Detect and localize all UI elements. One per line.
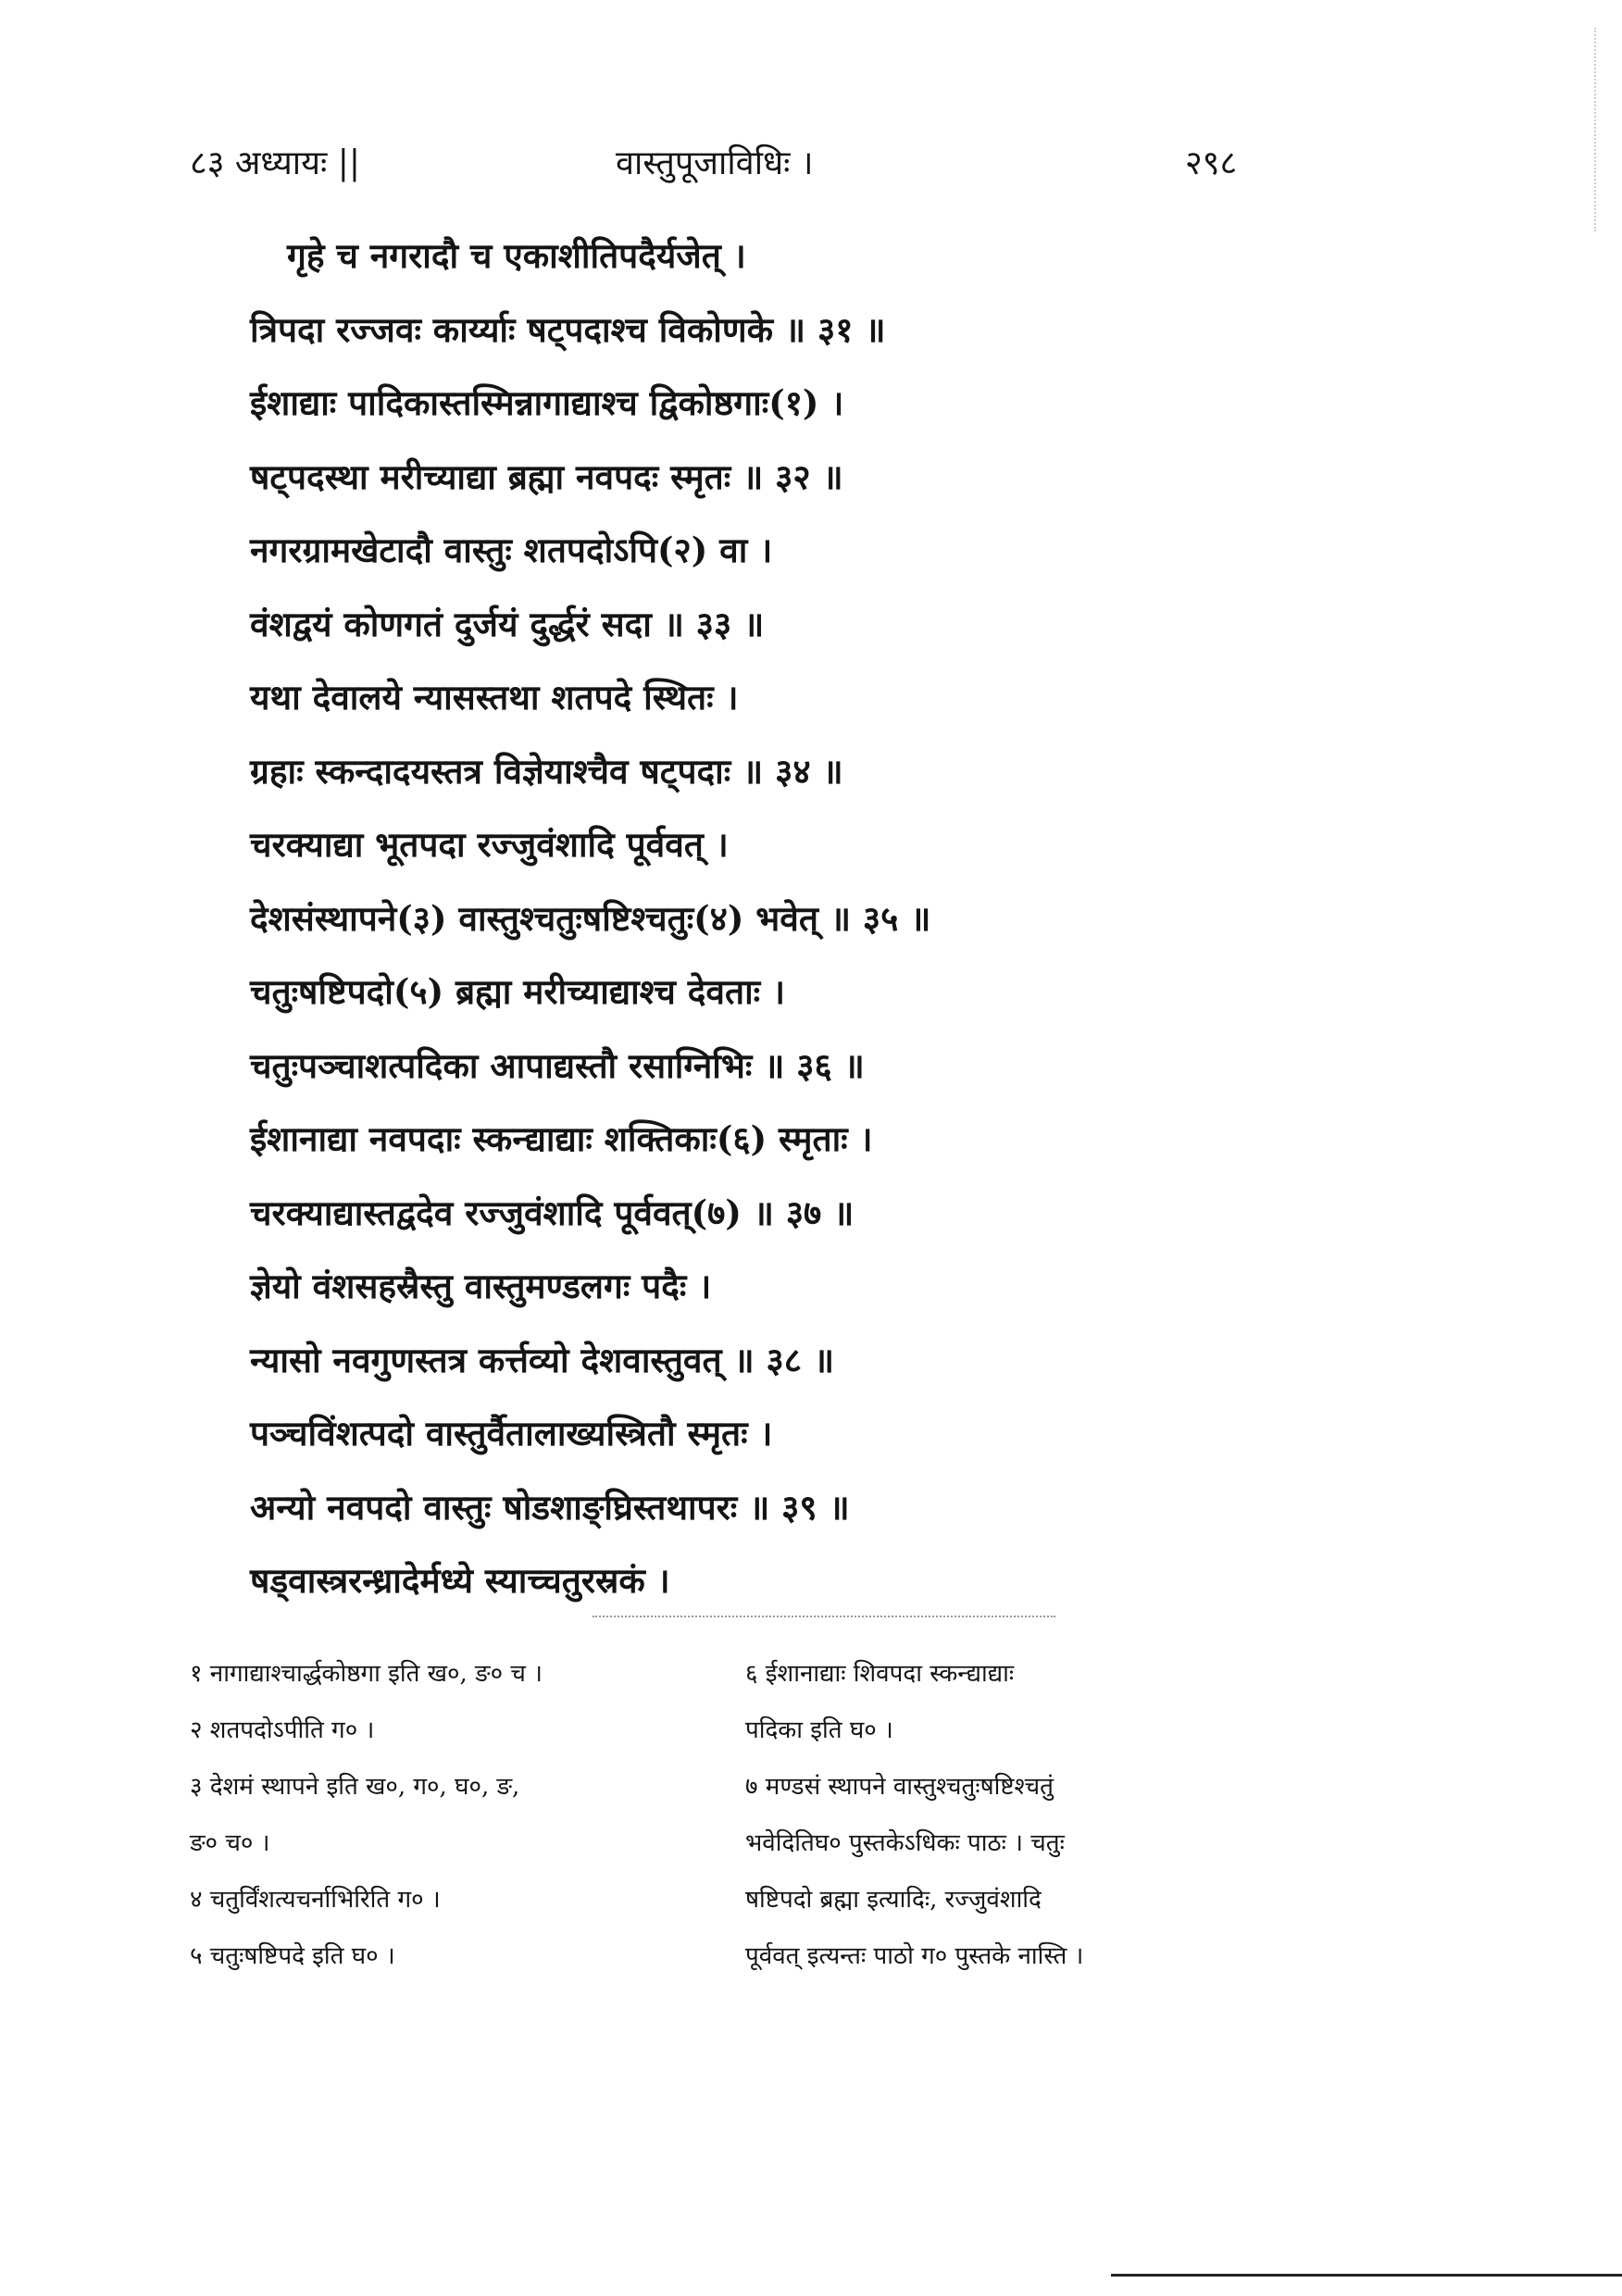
scan-margin-mark <box>1594 28 1602 231</box>
verse-line: यथा देवालये न्यासस्तथा शतपदे स्थितः । <box>250 677 739 718</box>
footnote-line: षष्टिपदो ब्रह्मा इत्यादिः, रज्जुवंशादि <box>745 1886 1042 1914</box>
verse-line: षट्पदस्था मरीच्याद्या ब्रह्मा नवपदः स्मृतः ॥ ३२ ॥ <box>250 455 843 497</box>
verse-line: ईशाद्याः पादिकास्तस्मिन्नागाद्याश्च द्विकोष्ठगाः(१) । <box>250 382 844 423</box>
page-number: २९८ <box>1185 144 1238 182</box>
running-title: वास्तुपूजाविधिः । <box>616 144 814 182</box>
verse-line: ग्रहाः स्कन्दादयस्तत्र विज्ञेयाश्चैव षट्पदाः ॥ ३४ ॥ <box>250 750 843 792</box>
footnote-line: ङ० च० । <box>190 1829 270 1857</box>
chapter-label: ८३ अध्यायः || <box>190 144 360 182</box>
verse-line: देशसंस्थापने(३) वास्तुश्चतुःषष्टिश्चतुः(४) भवेत् ॥ ३५ ॥ <box>250 897 931 939</box>
verse-line: ज्ञेयो वंशसहस्रैस्तु वास्तुमण्डलगः पदैः । <box>250 1266 712 1306</box>
footnote-line: ७ मण्डसं स्थापने वास्तुश्चतुःषष्टिश्चतुं <box>745 1773 1054 1801</box>
verse-line: अन्यो नवपदो वास्तुः षोडशाङ्घ्रिस्तथापरः ॥ ३९ ॥ <box>250 1486 850 1528</box>
verse-block <box>250 231 1416 1630</box>
verse-line: षड्वास्त्ररन्ध्रादेर्मध्ये स्याच्चतुरस्रकं । <box>250 1560 670 1601</box>
page-header <box>0 139 1622 204</box>
verse-line: त्रिपदा रज्जवः कार्य्याः षट्पदाश्च विकोणके ॥ ३१ ॥ <box>250 308 886 350</box>
verse-line: वंशद्वयं कोणगतं दुर्जयं दुर्द्धरं सदा ॥ ३३ ॥ <box>250 603 765 644</box>
footnotes-left-column <box>190 1657 736 1996</box>
verse-line: चतुःषष्टिपदो(५) ब्रह्मा मरीच्याद्याश्च देवताः । <box>250 971 786 1012</box>
footnotes-right-column <box>745 1657 1264 1996</box>
scan-bottom-rule <box>1111 2274 1622 2277</box>
verse-line: न्यासो नवगुणस्तत्र कर्त्तव्यो देशवास्तुवत् ॥ ३८ ॥ <box>250 1339 835 1380</box>
footnote-line: ३ देशमं स्थापने इति ख०, ग०, घ०, ङ, <box>190 1773 520 1801</box>
footnote-line: ६ ईशानाद्याः शिवपदा स्कन्द्याद्याः <box>745 1660 1015 1688</box>
footnote-line: पदिका इति घ० । <box>745 1716 893 1744</box>
verse-line: चरक्याद्यास्तद्वदेव रज्जुवंशादि पूर्ववत्(७) ॥ ३७ ॥ <box>250 1192 855 1233</box>
verse-line: चरक्याद्या भूतपदा रज्जुवंशादि पूर्ववत् । <box>250 824 729 865</box>
verse-line: चतुःपञ्चाशत्पदिका आपाद्यस्तौ रसाग्निभिः ॥ ३६ ॥ <box>250 1044 865 1086</box>
footnote-line: २ शतपदोऽपीति ग० । <box>190 1716 375 1744</box>
footnote-line: भवेदितिघ० पुस्तकेऽधिकः पाठः । चतुः <box>745 1829 1065 1857</box>
footnote-line: ५ चतुःषष्टिपदे इति घ० । <box>190 1942 395 1970</box>
verse-line: नगरग्रामखेटादौ वास्तुः शतपदोऽपि(२) वा । <box>250 530 773 570</box>
verse-line: पञ्चविंशत्पदो वास्तुर्वैतालाख्यस्त्रितौ स्मृतः । <box>250 1413 773 1454</box>
footnote-line: पूर्ववत् इत्यन्तः पाठो ग० पुस्तके नास्ति । <box>745 1942 1084 1970</box>
verse-line: गृहे च नगरादौ च एकाशीतिपदैर्यजेत् । <box>287 235 746 276</box>
footnote-separator <box>593 1616 1055 1621</box>
footnote-line: १ नागाद्याश्चार्द्धकोष्ठगा इति ख०, ङ० च । <box>190 1660 543 1688</box>
verse-line: ईशानाद्या नवपदाः स्कन्द्याद्याः शक्तिकाः(६) स्मृताः । <box>250 1118 873 1159</box>
footnote-line: ४ चतुर्विंशत्यचर्नाभिरिति ग० । <box>190 1886 441 1914</box>
